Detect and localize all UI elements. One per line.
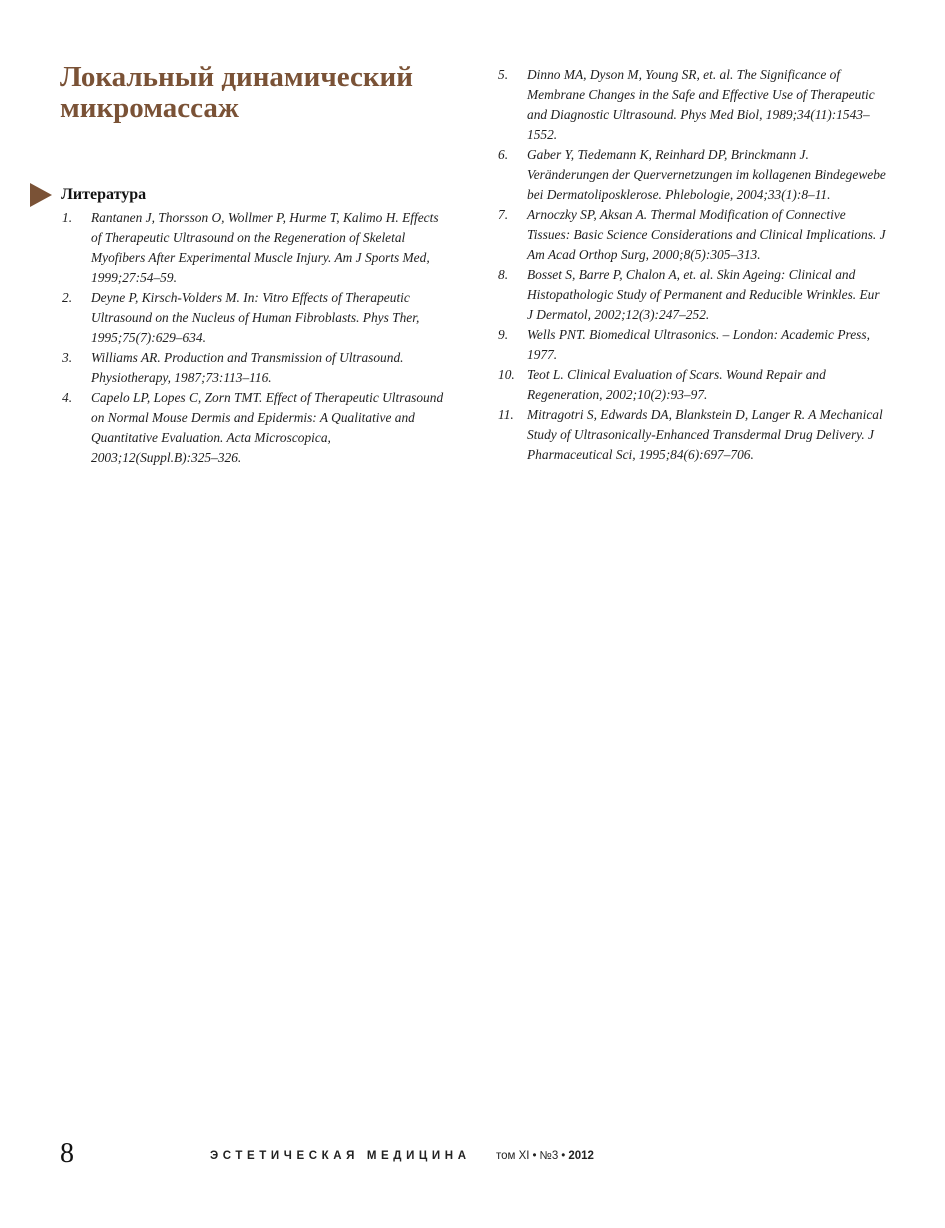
reference-item bbox=[498, 365, 888, 405]
reference-number: 8. bbox=[498, 267, 509, 282]
reference-number: 11. bbox=[498, 407, 514, 422]
reference-text: Bosset S, Barre P, Chalon A, et. al. Skin Ageing: Clinical and Histopathologic Study of Permanent and Reducible Wrinkles. Eur J Dermatol, 2002;12(3):247–252. bbox=[527, 267, 880, 322]
reference-item bbox=[62, 288, 450, 348]
triangle-arrow-icon bbox=[30, 183, 52, 207]
reference-text: Wells PNT. Biomedical Ultrasonics. – London: Academic Press, 1977. bbox=[527, 327, 870, 362]
journal-name: ЭСТЕТИЧЕСКАЯ МЕДИЦИНА bbox=[210, 1150, 471, 1162]
reference-number: 4. bbox=[62, 390, 73, 405]
page-footer bbox=[0, 1138, 945, 1172]
reference-number: 2. bbox=[62, 290, 73, 305]
article-title: Локальный динамический микромассаж bbox=[60, 61, 413, 124]
reference-text: Mitragotri S, Edwards DA, Blankstein D, Langer R. A Mechanical Study of Ultrasonically-Enhanced Transdermal Drug Delivery. J Pharmaceutical Sci, 1995;84(6):697–706. bbox=[527, 407, 883, 462]
reference-text: Rantanen J, Thorsson O, Wollmer P, Hurme T, Kalimo H. Effects of Therapeutic Ultrasound on the Regeneration of Skeletal Myofibers After Experimental Muscle Injury. Am J Sports Med, 1999;27:54–59. bbox=[91, 210, 439, 285]
reference-item bbox=[62, 348, 450, 388]
references-section-right bbox=[498, 65, 888, 465]
reference-text: Arnoczky SP, Aksan A. Thermal Modification of Connective Tissues: Basic Science Considerations and Clinical Implications. J Am Acad Orthop Surg, 2000;8(5):305–313. bbox=[527, 207, 886, 262]
reference-item bbox=[498, 325, 888, 365]
reference-text: Williams AR. Production and Transmission of Ultrasound. Physiotherapy, 1987;73:113–116. bbox=[91, 350, 404, 385]
bullet-separator: • bbox=[532, 1150, 537, 1162]
reference-text: Capelo LP, Lopes C, Zorn TMT. Effect of Therapeutic Ultrasound on Normal Mouse Dermis and Epidermis: A Qualitative and Quantitative Evaluation. Acta Microscopica, 2003;12(Suppl.B):325–326. bbox=[91, 390, 444, 465]
volume-label: том XI bbox=[496, 1150, 530, 1162]
reference-text: Deyne P, Kirsch-Volders M. In: Vitro Effects of Therapeutic Ultrasound on the Nucleus of Human Fibroblasts. Phys Ther, 1995;75(7):629–634. bbox=[91, 290, 420, 345]
reference-item bbox=[62, 388, 450, 468]
page-number: 8 bbox=[60, 1138, 74, 1169]
reference-item bbox=[498, 405, 888, 465]
references-list-left bbox=[62, 208, 450, 468]
reference-number: 9. bbox=[498, 327, 509, 342]
issue-number: №3 bbox=[539, 1150, 559, 1162]
reference-text: Gaber Y, Tiedemann K, Reinhard DP, Brinckmann J. Veränderungen der Quervernetzungen im kollagenen Bindegewebe bei Dermatoliposklerose. Phlebologie, 2004;33(1):8–11. bbox=[527, 147, 886, 202]
reference-text: Teot L. Clinical Evaluation of Scars. Wound Repair and Regeneration, 2002;10(2):93–97. bbox=[527, 367, 826, 402]
reference-number: 3. bbox=[62, 350, 73, 365]
reference-number: 5. bbox=[498, 67, 509, 82]
references-heading: Литература bbox=[61, 186, 147, 203]
reference-item bbox=[498, 205, 888, 265]
references-section-left bbox=[30, 182, 450, 468]
references-list-right bbox=[498, 65, 888, 465]
bullet-separator: • bbox=[561, 1150, 566, 1162]
reference-item bbox=[498, 265, 888, 325]
reference-item bbox=[498, 65, 888, 145]
reference-item bbox=[498, 145, 888, 205]
reference-number: 7. bbox=[498, 207, 509, 222]
reference-number: 6. bbox=[498, 147, 509, 162]
reference-number: 10. bbox=[498, 367, 515, 382]
issue-info bbox=[496, 1150, 594, 1162]
references-heading-row bbox=[30, 182, 450, 208]
reference-item bbox=[62, 208, 450, 288]
issue-year: 2012 bbox=[568, 1150, 594, 1162]
reference-number: 1. bbox=[62, 210, 73, 225]
reference-text: Dinno MA, Dyson M, Young SR, et. al. The Significance of Membrane Changes in the Safe and Effective Use of Therapeutic and Diagnostic Ultrasound. Phys Med Biol, 1989;34(11):1543–1552. bbox=[527, 67, 875, 142]
